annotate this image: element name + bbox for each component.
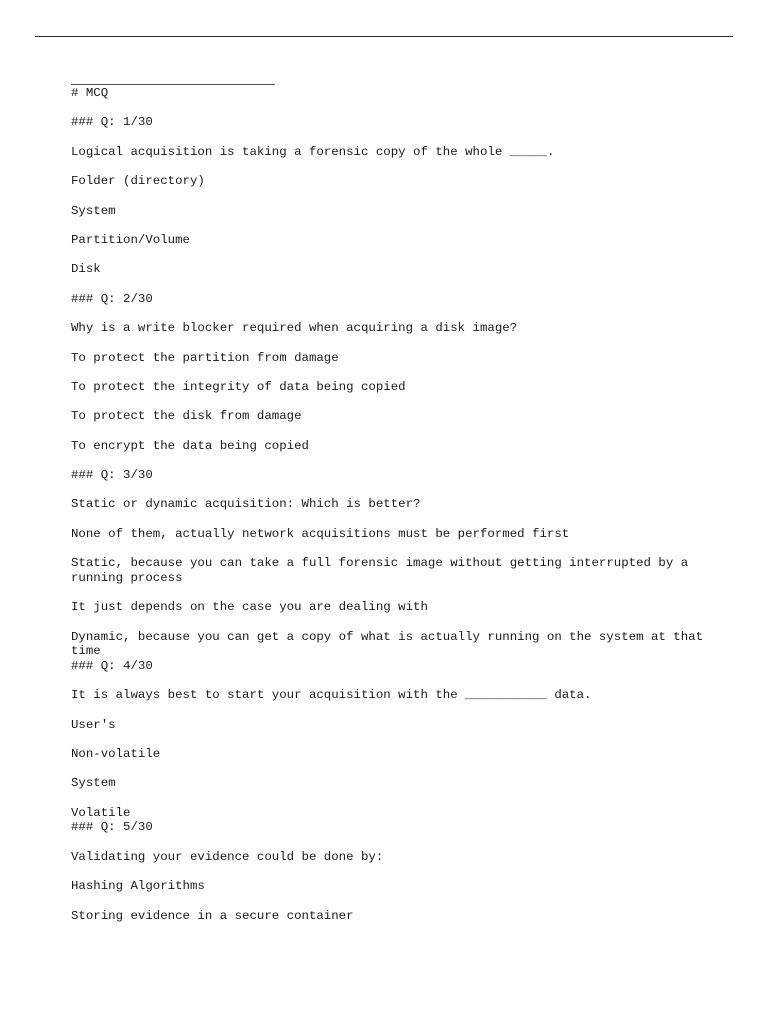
answer-option: To protect the disk from damage xyxy=(71,409,302,424)
title-rule xyxy=(71,84,275,85)
answer-option: To protect the integrity of data being copied xyxy=(71,379,406,394)
answer-option: Volatile xyxy=(71,805,131,820)
answer-option: System xyxy=(71,203,116,218)
answer-option: To encrypt the data being copied xyxy=(71,438,309,453)
answer-option: Dynamic, because you can get a copy of what is actually running on the system at that time xyxy=(71,629,711,659)
question-prompt: Validating your evidence could be done by: xyxy=(71,849,384,864)
question-header: ### Q: 3/30 xyxy=(71,468,153,483)
answer-option: User's xyxy=(71,717,116,732)
answer-option: Partition/Volume xyxy=(71,232,190,247)
question-prompt: Static or dynamic acquisition: Which is better? xyxy=(71,497,421,512)
answer-option: Non-volatile xyxy=(71,746,161,761)
question-prompt: Logical acquisition is taking a forensic copy of the whole _____. xyxy=(71,144,555,159)
answer-option: It just depends on the case you are dealing with xyxy=(71,600,428,615)
answer-option: Disk xyxy=(71,262,101,277)
document-body xyxy=(71,86,711,938)
question-prompt: Why is a write blocker required when acquiring a disk image? xyxy=(71,321,518,336)
answer-option: Static, because you can take a full forensic image without getting interrupted by a running process xyxy=(71,556,696,585)
answer-option: System xyxy=(71,776,116,791)
question-header: ### Q: 1/30 xyxy=(71,115,153,130)
question-header: ### Q: 4/30 xyxy=(71,658,153,673)
question-prompt: It is always best to start your acquisition with the ___________ data. xyxy=(71,688,592,703)
answer-option: Hashing Algorithms xyxy=(71,879,205,894)
answer-option: None of them, actually network acquisitions must be performed first xyxy=(71,526,570,541)
top-horizontal-rule xyxy=(35,36,733,37)
question-header: ### Q: 5/30 xyxy=(71,820,153,835)
answer-option: To protect the partition from damage xyxy=(71,350,339,365)
answer-option: Folder (directory) xyxy=(71,174,205,189)
document-title: # MCQ xyxy=(71,86,109,100)
answer-option: Storing evidence in a secure container xyxy=(71,908,354,923)
question-header: ### Q: 2/30 xyxy=(71,291,153,306)
